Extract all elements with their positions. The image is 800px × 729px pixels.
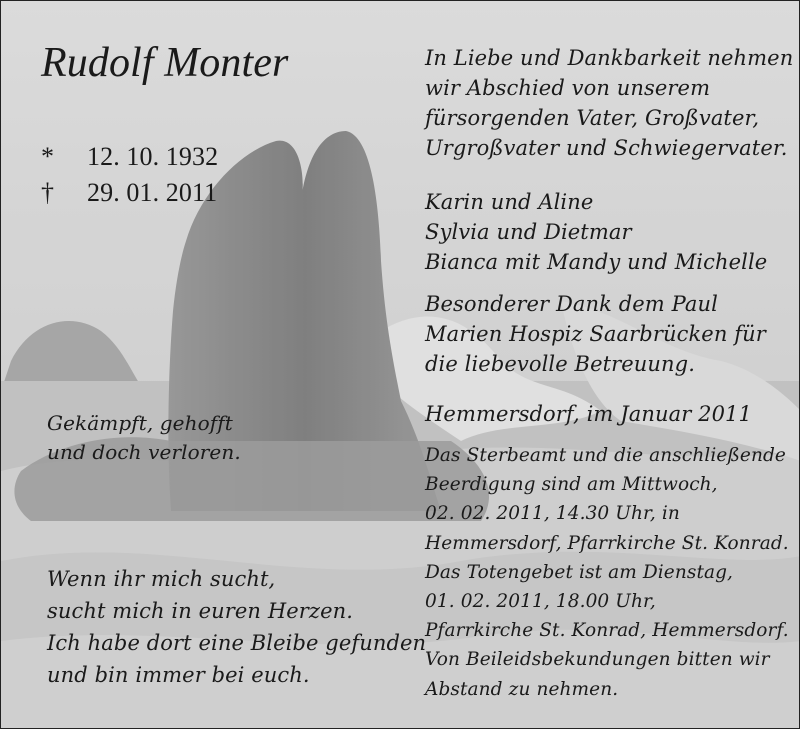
farewell-line: wir Abschied von unserem — [425, 76, 711, 100]
thanks-line: Marien Hospiz Saarbrücken für — [425, 322, 766, 346]
death-cross-symbol: † — [41, 178, 55, 207]
farewell-line: Urgroßvater und Schwiegervater. — [425, 136, 788, 160]
funeral-line: Hemmersdorf, Pfarrkirche St. Konrad. — [425, 532, 789, 554]
place-and-date: Hemmersdorf, im Januar 2011 — [425, 402, 752, 426]
mourner-line: Bianca mit Mandy und Michelle — [425, 250, 768, 274]
funeral-information — [425, 441, 789, 704]
life-dates — [41, 139, 218, 211]
funeral-line: 01. 02. 2011, 18.00 Uhr, — [425, 591, 656, 613]
mourner-line: Sylvia und Dietmar — [425, 220, 632, 244]
short-quote-line: und doch verloren. — [47, 440, 241, 464]
funeral-line: Von Beileidsbekundungen bitten wir — [425, 649, 770, 671]
birth-date: 12. 10. 1932 — [87, 142, 219, 171]
funeral-line: Das Sterbeamt und die anschließende — [425, 445, 786, 466]
poem-line: sucht mich in euren Herzen. — [47, 599, 354, 623]
thanks-text — [425, 289, 766, 379]
birth-star-symbol: * — [41, 142, 55, 171]
funeral-line: 02. 02. 2011, 14.30 Uhr, in — [425, 503, 680, 525]
mourner-line: Karin und Aline — [425, 190, 594, 214]
thanks-line: die liebevolle Betreuung. — [425, 352, 695, 376]
funeral-line: Abstand zu nehmen. — [425, 678, 619, 700]
short-quote-line: Gekämpft, gehofft — [47, 411, 233, 435]
birth-date-row — [41, 139, 218, 175]
short-quote — [47, 409, 241, 467]
funeral-line: Beerdigung sind am Mittwoch, — [425, 474, 718, 496]
poem-line: und bin immer bei euch. — [47, 663, 310, 687]
death-date: 29. 01. 2011 — [87, 178, 218, 207]
poem-line: Ich habe dort eine Bleibe gefunden — [47, 631, 427, 655]
poem-line: Wenn ihr mich sucht, — [47, 567, 276, 591]
memorial-poem — [47, 563, 426, 691]
thanks-line: Besonderer Dank dem Paul — [425, 292, 718, 316]
farewell-line: fürsorgenden Vater, Großvater, — [425, 106, 760, 130]
farewell-line: In Liebe und Dankbarkeit nehmen — [425, 46, 794, 70]
deceased-name: Rudolf Monter — [41, 40, 289, 86]
farewell-text — [425, 43, 793, 163]
funeral-line: Das Totengebet ist am Dienstag, — [425, 561, 734, 583]
mourners-list — [425, 187, 767, 277]
funeral-line: Pfarrkirche St. Konrad, Hemmersdorf. — [425, 620, 789, 642]
death-date-row — [41, 175, 218, 211]
